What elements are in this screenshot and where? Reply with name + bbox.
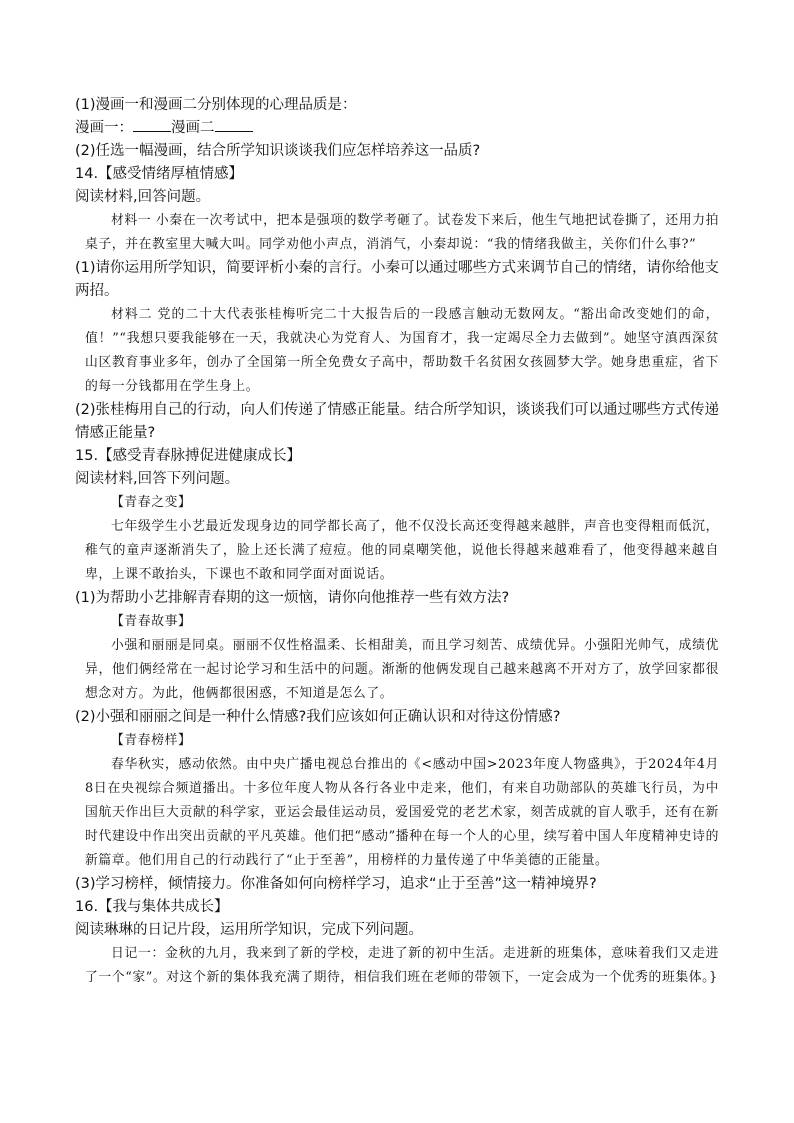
q15-heading: 15.【感受青春脉搏促进健康成长】 — [75, 448, 302, 464]
q15-sub1: (1)为帮助小艺排解青春期的这一烦恼，请你向他推荐一些有效方法? — [75, 590, 510, 606]
q15-title-story: 【青春故事】 — [111, 614, 192, 629]
exam-page — [75, 94, 725, 990]
answer-blank-1[interactable] — [133, 117, 171, 132]
q15-text-story: 小强和丽丽是同桌。丽丽不仅性格温柔、长相甜美，而且学习刻苦、成绩优异。小强阳光帅气，成绩优异，他们俩经常在一起讨论学习和生活中的问题。渐渐的他俩发现自己越来越离不开对方了，放学回家都很想念对方。为此，他俩都很困惑，不知道是怎么了。 — [85, 638, 719, 701]
q15-text-change: 七年级学生小艺最近发现身边的同学都长高了，他不仅没长高还变得越来越胖，声音也变得粗而低沉，稚气的童声逐渐消失了，脸上还长满了痘痘。他的同桌嘲笑他，说他长得越来越难看了，他变得越来越自卑，上课不敢抬头，下课也不敢和同学面对面说话。 — [85, 519, 719, 582]
q15-title-change: 【青春之变】 — [111, 495, 192, 510]
q15-sub3: (3)学习榜样，倾情接力。你准备如何向榜样学习，追求“止于至善”这一精神境界? — [75, 876, 597, 892]
q15-title-model: 【青春榜样】 — [111, 733, 192, 748]
q13-fill-line — [75, 117, 725, 140]
q15-sub2: (2)小强和丽丽之间是一种什么情感?我们应该如何正确认识和对待这份情感? — [75, 709, 561, 725]
answer-blank-2[interactable] — [215, 117, 253, 132]
q16-intro: 阅读琳琳的日记片段，运用所学知识，完成下列问题。 — [75, 922, 423, 938]
q14-sub1: (1)请你运用所学知识，简要评析小秦的言行。小秦可以通过哪些方式来调节自己的情绪，请你给他支两招。 — [75, 260, 720, 299]
q14-material2: 材料二 党的二十大代表张桂梅听完二十大报告后的一段感言触动无数网友。“豁出命改变她们的命，值！”“我想只要我能够在一天，我就决心为党育人、为国育才，我一定竭尽全力去做到”。她坚守滇西深贫山区教育事业多年，创办了全国第一所全免费女子高中，帮助数千名贫困女孩圆梦大学。她身患重症，省下的每一分钱都用在学生身上。 — [85, 307, 719, 394]
q16-heading: 16.【我与集体共成长】 — [75, 899, 229, 915]
q16-diary1: 日记一：金秋的九月，我来到了新的学校，走进了新的初中生活。走进新的班集体，意味着我们又走进了一个“家”。对这个新的集体我充满了期待，相信我们班在老师的带领下，一定会成为一个优秀的班集体。} — [85, 946, 719, 985]
fill-label-1: 漫画一： — [75, 120, 133, 136]
q14-heading: 14.【感受情绪厚植情感】 — [75, 166, 244, 182]
q13-sub2: (2)任选一幅漫画，结合所学知识谈谈我们应怎样培养这一品质? — [75, 143, 481, 159]
q13-sub1: (1)漫画一和漫画二分别体现的心理品质是： — [75, 97, 357, 113]
q14-intro: 阅读材料,回答问题。 — [75, 189, 211, 205]
q15-text-model: 春华秋实，感动依然。由中央广播电视总台推出的《<感动中国>2023年度人物盛典》，于2024年4月8日在央视综合频道播出。十多位年度人物从各行各业中走来，他们，有来自功勋部队的英雄飞行员，为中国航天作出巨大贡献的科学家，亚运会最佳运动员，爱国爱党的老艺术家，刻苦成就的盲人歌手，还有在新时代建设中作出突出贡献的平凡英雄。他们把“感动”播种在每一个人的心里，续写着中国人年度精神史诗的新篇章。他们用自己的行动践行了“止于至善”，用榜样的力量传递了中华美德的正能量。 — [85, 757, 719, 868]
fill-label-2: 漫画二 — [171, 120, 215, 136]
q14-sub2: (2)张桂梅用自己的行动，向人们传递了情感正能量。结合所学知识，谈谈我们可以通过哪些方式传递情感正能量? — [75, 402, 720, 441]
q14-material1: 材料一 小秦在一次考试中，把本是强项的数学考砸了。试卷发下来后，他生气地把试卷撕了，还用力拍桌子，并在教室里大喊大叫。同学劝他小声点，消消气，小秦却说：“我的情绪我做主，关你们什么事?” — [85, 213, 719, 252]
q15-intro: 阅读材料,回答下列问题。 — [75, 471, 240, 487]
